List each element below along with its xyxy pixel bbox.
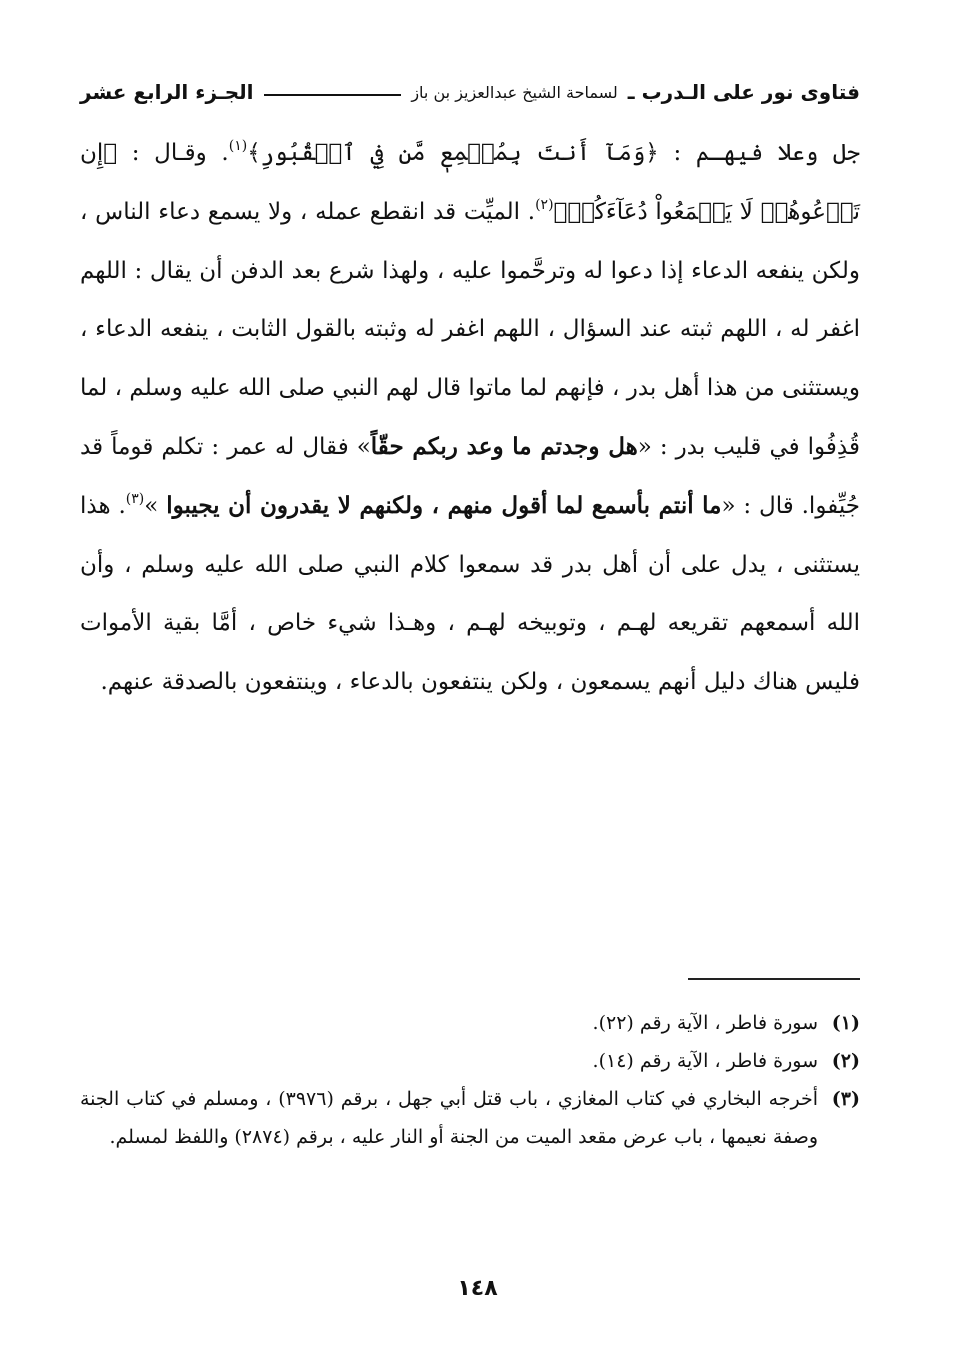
paragraph xyxy=(80,124,860,712)
footnote-ref: (٣) xyxy=(125,490,145,507)
footnote-number: (١) xyxy=(831,1012,860,1034)
text-run: جل وعلا فيهـم : xyxy=(658,140,860,166)
hadith-quote: هل وجدتم ما وعد ربكم حقّاً xyxy=(370,432,638,460)
footnote-separator xyxy=(688,978,860,980)
footnote-number: (٢) xyxy=(831,1050,860,1072)
volume-label: الجـزء الرابع عشر xyxy=(80,80,254,104)
quran-verse: ﴿وَمَآ أَنتَ بِمُسۡمِعٖ مَّن فِي ٱلۡقُبُورِ﴾ xyxy=(247,140,659,166)
text-run: » xyxy=(144,492,167,519)
footnote-text: أخرجه البخاري في كتاب المغازي ، باب قتل أبي جهل ، برقم (٣٩٧٦) ، ومسلم في كتاب الجنة وصفة نعيمها ، باب عرض مقعد الميت من الجنة أو النار عليه ، برقم (٢٨٧٤) واللفظ لمسلم. xyxy=(80,1088,819,1148)
main-text xyxy=(80,124,860,712)
text-run: . وقـال : xyxy=(117,140,229,166)
footnote-text: سورة فاطر ، الآية رقم (٢٢). xyxy=(592,1012,818,1034)
footnote-ref: (١) xyxy=(228,138,248,154)
book-title: فتاوى نور على الـدرب ـ xyxy=(627,80,860,104)
footnote-text: سورة فاطر ، الآية رقم (١٤). xyxy=(592,1050,818,1072)
page-number: ١٤٨ xyxy=(457,1276,498,1301)
quran-verse: ﴿إِن تَدۡعُوهُمۡ لَا يَسۡمَعُواْ دُعَآءَكُمۡ﴾ xyxy=(80,140,860,225)
text-run: . هذا يستثنى ، يدل على أن أهل بدر قد سمعوا كلام النبي صلى الله عليه وسلم ، وأن الله أسمعهم تقريعه لهـم ، وتوبيخه لهـم ، وهـذا شيء خاص ، أمَّا بقية الأموات فليس هناك دليل أنهم يسمعون ، ولكن ينتفعون بالدعاء ، وينتفعون بالصدقة عنهم. xyxy=(80,492,860,696)
footnote xyxy=(80,1080,860,1156)
footnote-ref: (٢) xyxy=(535,196,554,213)
footnotes xyxy=(80,1004,860,1156)
header-rule xyxy=(264,94,402,96)
text-run: . الميِّت قد انقطع عمله ، ولا يسمع دعاء الناس ، ولكن ينفعه الدعاء إذا دعوا له وترحَّموا عليه ، ولهذا شرع بعد الدفن أن يقال : اللهم اغفر له ، اللهم ثبته عند السؤال ، اللهم اغفر له وثبته بالقول الثابت ، ينفعه الدعاء ، ويستثنى من هذا أهل بدر ، فإنهم لما ماتوا قال لهم النبي صلى الله عليه وسلم ، لما قُذِفُوا في قليب بدر : « xyxy=(80,198,860,460)
author-name: لسماحة الشيخ عبدالعزيز بن باز xyxy=(411,82,618,102)
footnote xyxy=(80,1042,860,1080)
text-run: » فقال له عمر : تكلم قوماً قد جُيِّفوا. قال : « xyxy=(80,433,861,519)
hadith-quote: ما أنتم بأسمع لما أقول منهم ، ولكنهم لا يقدرون أن يجيبوا xyxy=(166,491,722,519)
footnote-number: (٣) xyxy=(831,1088,860,1110)
footnote xyxy=(80,1004,860,1042)
running-header xyxy=(80,72,860,112)
